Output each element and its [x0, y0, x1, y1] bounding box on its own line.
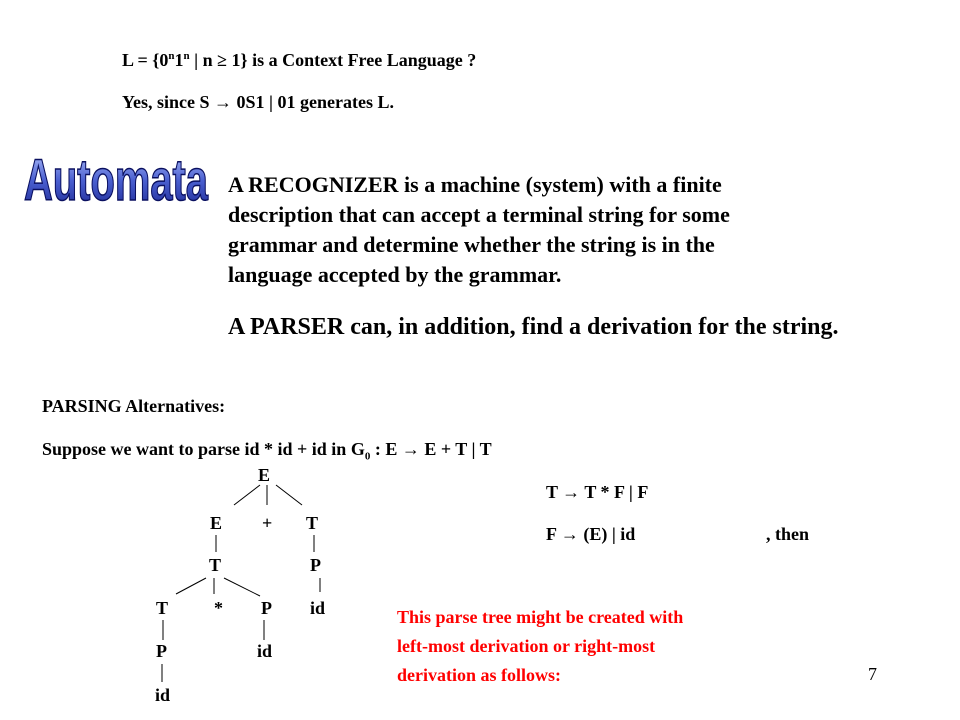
- tree-node-P: P: [310, 555, 321, 575]
- tree-node-T3: T: [156, 598, 169, 618]
- tree-node-E: E: [210, 513, 223, 533]
- edge-T-T: [176, 578, 206, 594]
- tree-node-T2: T: [209, 555, 222, 575]
- recognizer-paragraph: A RECOGNIZER is a machine (system) with a finite description that can accept a terminal string for some grammar and determine whether the string is in the language accepted by the grammar.: [228, 172, 730, 287]
- grammar-statement: Yes, since S → 0S1 | 01 generates L.: [122, 92, 394, 112]
- then-text: , then: [766, 524, 810, 544]
- tree-node-id2: id: [257, 641, 273, 661]
- tree-node-P3: P: [156, 641, 167, 661]
- grammar-rule-f: F → (E) | id: [546, 524, 636, 544]
- derivation-note: This parse tree might be created with left-most derivation or right-most derivation as follows:: [397, 607, 684, 685]
- parser-statement: A PARSER can, in addition, find a derivation for the string.: [228, 314, 839, 340]
- language-definition: $L = \{0^n1^n$ | n ≥ 1} is a Context Free Language ?: [122, 50, 477, 70]
- edge-T-P2: [224, 578, 260, 596]
- tree-node-star: *: [214, 598, 223, 618]
- page-number: 7: [868, 664, 877, 684]
- tree-node-T: T: [306, 513, 319, 533]
- tree-node-id: id: [310, 598, 326, 618]
- parse-goal: Suppose we want to parse id * id + id in $G_0$ : E → E + T | T: [42, 439, 492, 463]
- tree-node-plus: +: [262, 513, 273, 533]
- edge-E-T: [276, 485, 302, 505]
- edge-E-E: [234, 485, 260, 505]
- tree-node-id3: id: [155, 685, 171, 705]
- wordart-text: Automata: [24, 148, 209, 213]
- parsing-heading: PARSING Alternatives:: [42, 396, 226, 416]
- grammar-rule-t: T → T * F | F: [546, 482, 649, 502]
- tree-node-P2: P: [261, 598, 272, 618]
- tree-node-root-E: E: [258, 465, 271, 485]
